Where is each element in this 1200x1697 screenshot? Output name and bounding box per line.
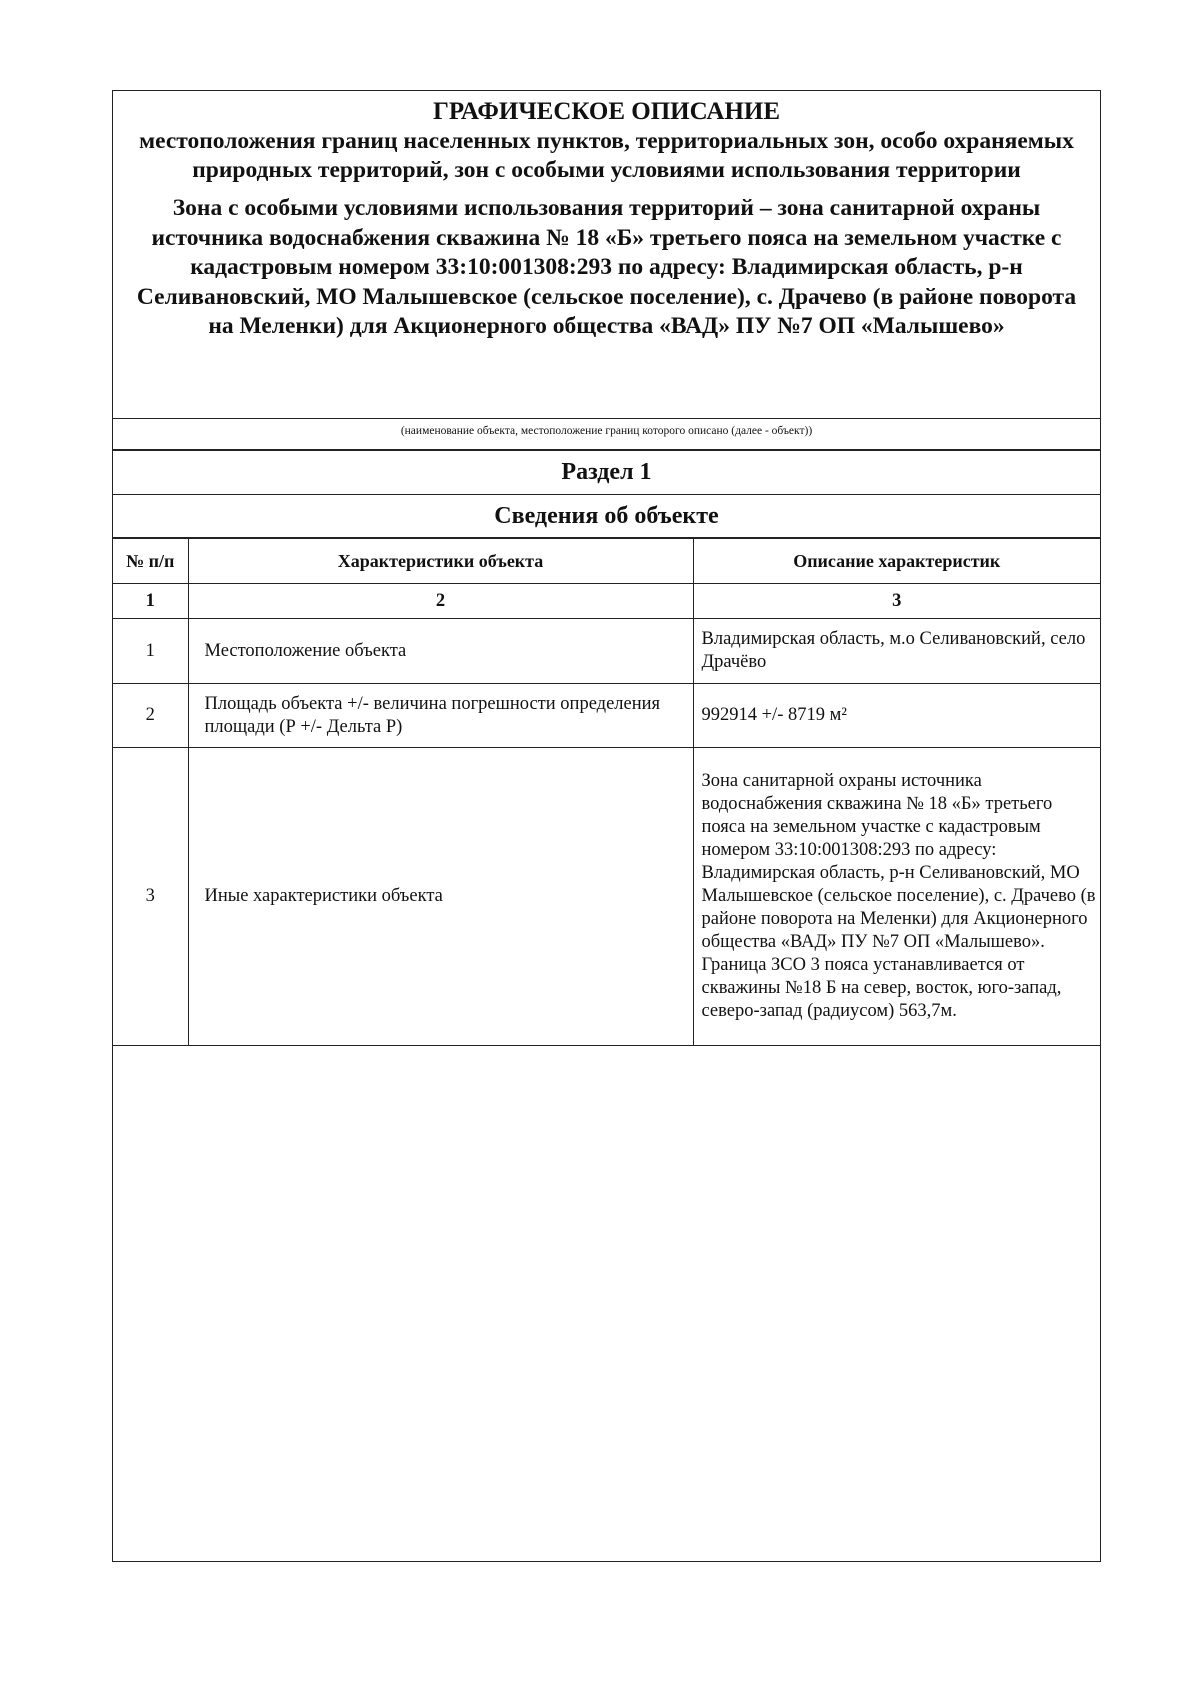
table-row bbox=[113, 748, 1100, 1046]
row-description: Зона санитарной охраны источника водоснабжения скважина № 18 «Б» третьего пояса на земельном участке с кадастровым номером 33:10:001308:293 по адресу: Владимирская область, р-н Селивановский, МО Малышевское (сельское поселение), с. Драчево (в районе поворота на Меленки) для Акционерного общества «ВАД» ПУ №7 ОП «Малышево». Граница ЗСО 3 пояса устанавливается от скважины №18 Б на север, восток, юго-запад, северо-запад (радиусом) 563,7м. bbox=[693, 748, 1100, 1046]
row-characteristic: Иные характеристики объекта bbox=[188, 748, 693, 1046]
table-row bbox=[113, 684, 1100, 748]
row-description: Владимирская область, м.о Селивановский, село Драчёво bbox=[693, 619, 1100, 684]
document-subtitle: местоположения границ населенных пунктов, территориальных зон, особо охраняемых природных территорий, зон с особыми условиями использования территории bbox=[139, 128, 1074, 183]
row-characteristic: Местоположение объекта bbox=[188, 619, 693, 684]
document-title: ГРАФИЧЕСКОЕ ОПИСАНИЕ bbox=[432, 98, 781, 125]
object-caption: (наименование объекта, местоположение границ которого описано (далее - объект)) bbox=[113, 418, 1100, 450]
object-name: Зона с особыми условиями использования территорий – зона санитарной охраны источника водоснабжения скважина № 18 «Б» третьего пояса на земельном участке с кадастровым номером 33:10:001308:293 по адресу: Владимирская область, р-н Селивановский, МО Малышевское (сельское поселение), с. Драчево (в районе поворота на Меленки) для Акционерного общества «ВАД» ПУ №7 ОП «Малышево» bbox=[136, 195, 1077, 339]
row-number: 2 bbox=[113, 684, 188, 748]
column-number: 1 bbox=[113, 584, 188, 619]
section-subtitle: Сведения об объекте bbox=[113, 495, 1100, 538]
column-number: 3 bbox=[693, 584, 1100, 619]
column-number: 2 bbox=[188, 584, 693, 619]
document-header bbox=[113, 91, 1100, 418]
row-characteristic: Площадь объекта +/- величина погрешности определения площади (Р +/- Дельта Р) bbox=[188, 684, 693, 748]
column-header-characteristic: Характеристики объекта bbox=[188, 539, 693, 584]
section-title: Раздел 1 bbox=[113, 450, 1100, 495]
row-number: 3 bbox=[113, 748, 188, 1046]
table-header-row bbox=[113, 539, 1100, 584]
column-number-row bbox=[113, 584, 1100, 619]
table-row bbox=[113, 619, 1100, 684]
object-info-table bbox=[113, 538, 1100, 1046]
row-number: 1 bbox=[113, 619, 188, 684]
column-header-number: № п/п bbox=[113, 539, 188, 584]
document-frame bbox=[112, 90, 1101, 1562]
row-description: 992914 +/- 8719 м² bbox=[693, 684, 1100, 748]
column-header-description: Описание характеристик bbox=[693, 539, 1100, 584]
